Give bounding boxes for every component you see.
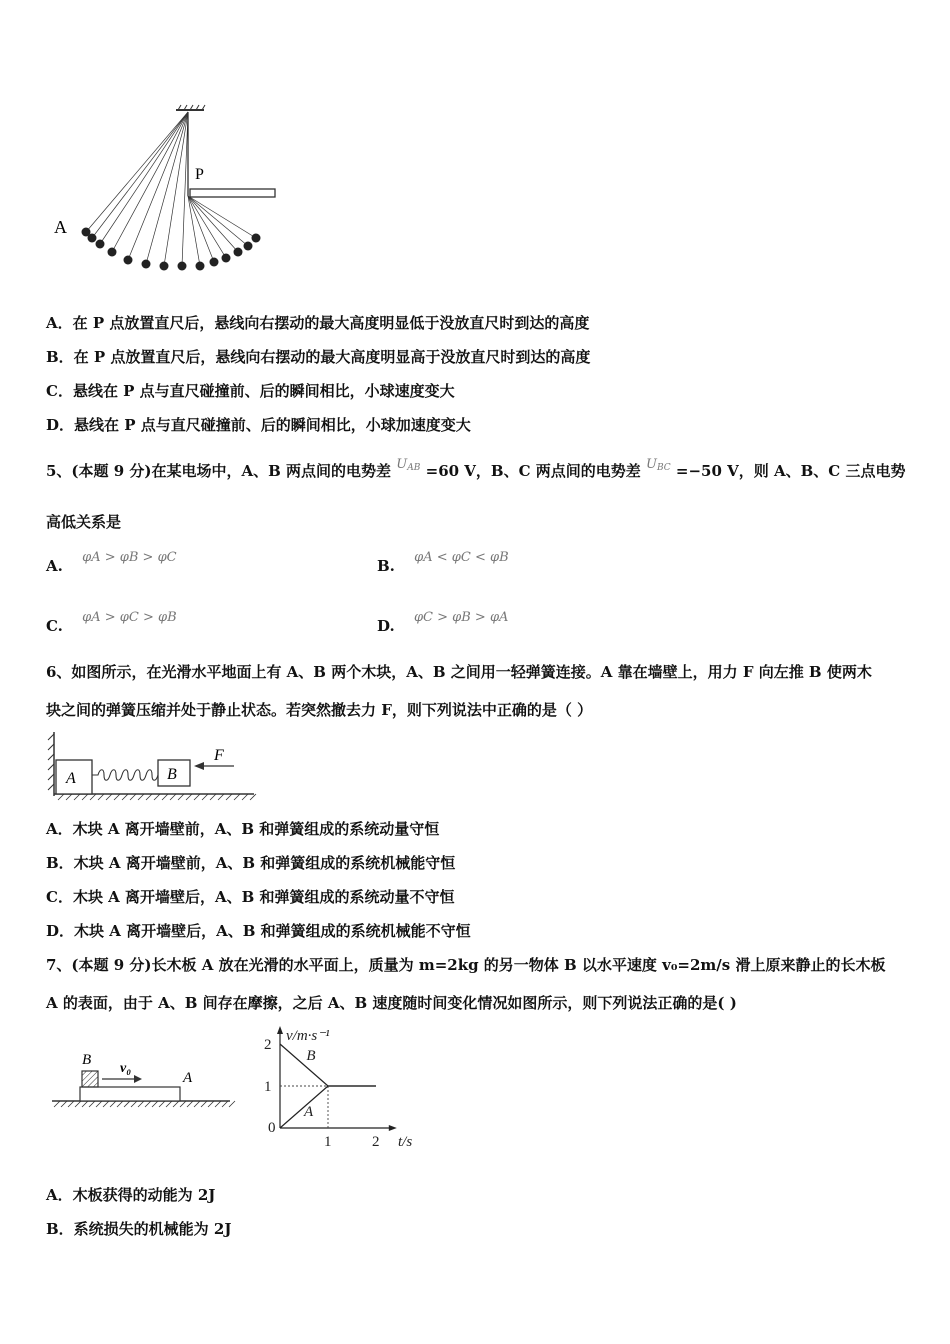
ground-hatch (54, 1101, 235, 1107)
ground-hatch-mark (208, 1101, 214, 1107)
ground-hatch-mark (229, 1101, 235, 1107)
floor-hatch-mark (194, 794, 200, 800)
q6-option-d: D．木块 A 离开墙壁后，A、B 和弹簧组成的系统机械能不守恒 (46, 922, 471, 940)
ground-hatch-mark (82, 1101, 88, 1107)
floor-hatch-mark (250, 794, 256, 800)
floor-hatch-mark (178, 794, 184, 800)
board-figure (50, 1045, 240, 1115)
pendulum-figure (50, 104, 290, 284)
floor-hatch-mark (66, 794, 72, 800)
ground-hatch-mark (138, 1101, 144, 1107)
wall (48, 732, 54, 796)
q7-option-a: A．木板获得的动能为 2J (46, 1186, 216, 1204)
y-tick-label: 2 (264, 1037, 272, 1053)
swing-string (188, 196, 248, 246)
q5-stem-line1 (46, 457, 906, 481)
ground-hatch-mark (75, 1101, 81, 1107)
floor-hatch-mark (162, 794, 168, 800)
ground-hatch-mark (145, 1101, 151, 1107)
x-axis-label: t/s (398, 1134, 413, 1150)
ground-hatch-mark (61, 1101, 67, 1107)
floor-hatch-mark (202, 794, 208, 800)
ground-hatch-mark (159, 1101, 165, 1107)
swing-string (92, 112, 188, 238)
chart-labels (264, 1028, 412, 1150)
floor-hatch-mark (242, 794, 248, 800)
pendulum-ball (142, 260, 151, 269)
ground-hatch-mark (187, 1101, 193, 1107)
ground-hatch-mark (173, 1101, 179, 1107)
pendulum-ball (222, 254, 231, 263)
floor-hatch-mark (138, 794, 144, 800)
block-a-label: A (66, 770, 76, 787)
ceiling-mount (176, 105, 205, 110)
swing-string (128, 112, 188, 260)
q4-option-a: A．在 P 点放置直尺后，悬线向右摆动的最大高度明显低于没放直尺时到达的高度 (46, 314, 590, 332)
block-b-label: B (167, 766, 177, 783)
floor-hatch-mark (226, 794, 232, 800)
ground-hatch-mark (215, 1101, 221, 1107)
ground-hatch-mark (222, 1101, 228, 1107)
ground-hatch-mark (180, 1101, 186, 1107)
swing-string (182, 112, 188, 266)
floor-hatch-mark (146, 794, 152, 800)
q6-option-b: B．木块 A 离开墙壁前，A、B 和弹簧组成的系统机械能守恒 (46, 854, 456, 872)
ground-hatch-mark (201, 1101, 207, 1107)
ground-hatch-mark (194, 1101, 200, 1107)
pendulum-ball (234, 248, 243, 257)
q5-option-c: C. φA > φC > φB (46, 610, 177, 635)
q4-option-b: B．在 P 点放置直尺后，悬线向右摆动的最大高度明显高于没放直尺时到达的高度 (46, 348, 591, 366)
pendulum-ball (88, 234, 97, 243)
pendulum-ball (196, 262, 205, 271)
q5-part3: =−50 V，则 A、B、C 三点电势 (675, 462, 906, 480)
q6-option-c: C．木块 A 离开墙壁后，A、B 和弹簧组成的系统动量不守恒 (46, 888, 455, 906)
swing-string (188, 196, 200, 266)
floor-hatch-mark (122, 794, 128, 800)
x-tick-label: 2 (372, 1134, 380, 1150)
y-axis-arrow (277, 1026, 283, 1034)
pendulum-ball (124, 256, 133, 265)
pendulum-ball (252, 234, 261, 243)
pendulum-ball (160, 262, 169, 271)
label-b: B (82, 1052, 92, 1068)
force-label: F (214, 747, 224, 764)
ground-hatch-mark (117, 1101, 123, 1107)
series-label-A: A (304, 1104, 314, 1121)
swing-string (188, 196, 256, 238)
ground-hatch-mark (89, 1101, 95, 1107)
pendulum-ball (178, 262, 187, 271)
y-tick-label: 1 (264, 1079, 272, 1095)
pendulum-ball (210, 258, 219, 267)
floor-hatch-mark (130, 794, 136, 800)
spring-blocks-figure (44, 732, 258, 802)
ground-hatch-mark (166, 1101, 172, 1107)
swing-string (146, 112, 188, 264)
floor-hatch-mark (218, 794, 224, 800)
swing-string (188, 196, 226, 258)
ruler (190, 189, 275, 197)
q6-stem-line1: 6、如图所示，在光滑水平地面上有 A、B 两个木块，A、B 之间用一轻弹簧连接。A 靠在墙壁上，用力 F 向左推 B 使两木 (46, 663, 872, 681)
x-tick-label: 0 (268, 1120, 276, 1136)
series-label-B: B (306, 1047, 316, 1064)
swing-string (100, 112, 188, 244)
pendulum-ball (96, 240, 105, 249)
floor (54, 794, 256, 800)
q6-stem-line2: 块之间的弹簧压缩并处于静止状态。若突然撤去力 F，则下列说法中正确的是（ ） (46, 701, 593, 719)
floor-hatch-mark (186, 794, 192, 800)
q5-option-d: D. φC > φB > φA (377, 610, 509, 635)
q5-part2: =60 V，B、C 两点间的电势差 (425, 462, 641, 480)
series-line-B (280, 1044, 376, 1086)
floor-hatch-mark (154, 794, 160, 800)
u-bc-symbol: $U_{BC}$ (646, 457, 671, 473)
floor-hatch-mark (74, 794, 80, 800)
x-tick-label: 1 (324, 1134, 332, 1150)
label-v0: v₀ (120, 1061, 132, 1076)
board-a (80, 1087, 180, 1101)
label-p: P (195, 166, 204, 183)
floor-hatch-mark (234, 794, 240, 800)
y-axis-label: v/m·s⁻¹ (286, 1028, 330, 1044)
floor-hatch-mark (82, 794, 88, 800)
q4-option-c: C．悬线在 P 点与直尺碰撞前、后的瞬间相比，小球速度变大 (46, 382, 455, 400)
ground-hatch-mark (68, 1101, 74, 1107)
q5-option-b: B. φA < φC < φB (377, 550, 509, 575)
pendulum-ball (244, 242, 253, 251)
q7-stem-line2: A 的表面，由于 A、B 间存在摩擦，之后 A、B 速度随时间变化情况如图所示，则下列说法正确的是( ) (46, 994, 737, 1012)
floor-hatch-mark (210, 794, 216, 800)
label-a: A (54, 217, 67, 237)
q5-stem-line2: 高低关系是 (46, 513, 122, 531)
pendulum-ball (108, 248, 117, 257)
swing-string (188, 196, 238, 252)
velocity-time-chart (250, 1020, 430, 1150)
q5-option-a: A. φA > φB > φC (46, 550, 177, 575)
floor-hatch-mark (106, 794, 112, 800)
floor-hatch-mark (114, 794, 120, 800)
ground-hatch-mark (131, 1101, 137, 1107)
label-a: A (183, 1070, 193, 1086)
floor-hatch-mark (98, 794, 104, 800)
swing-string (164, 112, 188, 266)
floor-hatch-mark (170, 794, 176, 800)
spring (92, 770, 162, 781)
floor-hatch-mark (58, 794, 64, 800)
ground-hatch-mark (103, 1101, 109, 1107)
q7-option-b: B．系统损失的机械能为 2J (46, 1220, 232, 1238)
q4-option-d: D．悬线在 P 点与直尺碰撞前、后的瞬间相比，小球加速度变大 (46, 416, 471, 434)
u-ab-symbol: $U_{AB}$ (396, 457, 421, 473)
floor-hatch-mark (90, 794, 96, 800)
ground-hatch-mark (152, 1101, 158, 1107)
q5-part1: 5、(本题 9 分)在某电场中，A、B 两点间的电势差 (46, 462, 392, 480)
swing-string (112, 112, 188, 252)
x-axis-arrow (389, 1125, 397, 1131)
q6-option-a: A．木块 A 离开墙壁前，A、B 和弹簧组成的系统动量守恒 (46, 820, 440, 838)
ground-hatch-mark (54, 1101, 60, 1107)
ground-hatch-mark (110, 1101, 116, 1107)
q7-stem-line1: 7、(本题 9 分)长木板 A 放在光滑的水平面上，质量为 m=2kg 的另一物体 B 以水平速度 v₀=2m/s 滑上原来静止的长木板 (46, 956, 886, 974)
block-b (82, 1071, 98, 1087)
ground-hatch-mark (124, 1101, 130, 1107)
force-arrow-head (194, 762, 204, 770)
ground-hatch-mark (96, 1101, 102, 1107)
swing-string (188, 196, 214, 262)
v0-arrow-head (134, 1075, 142, 1083)
swing-string (86, 112, 188, 232)
